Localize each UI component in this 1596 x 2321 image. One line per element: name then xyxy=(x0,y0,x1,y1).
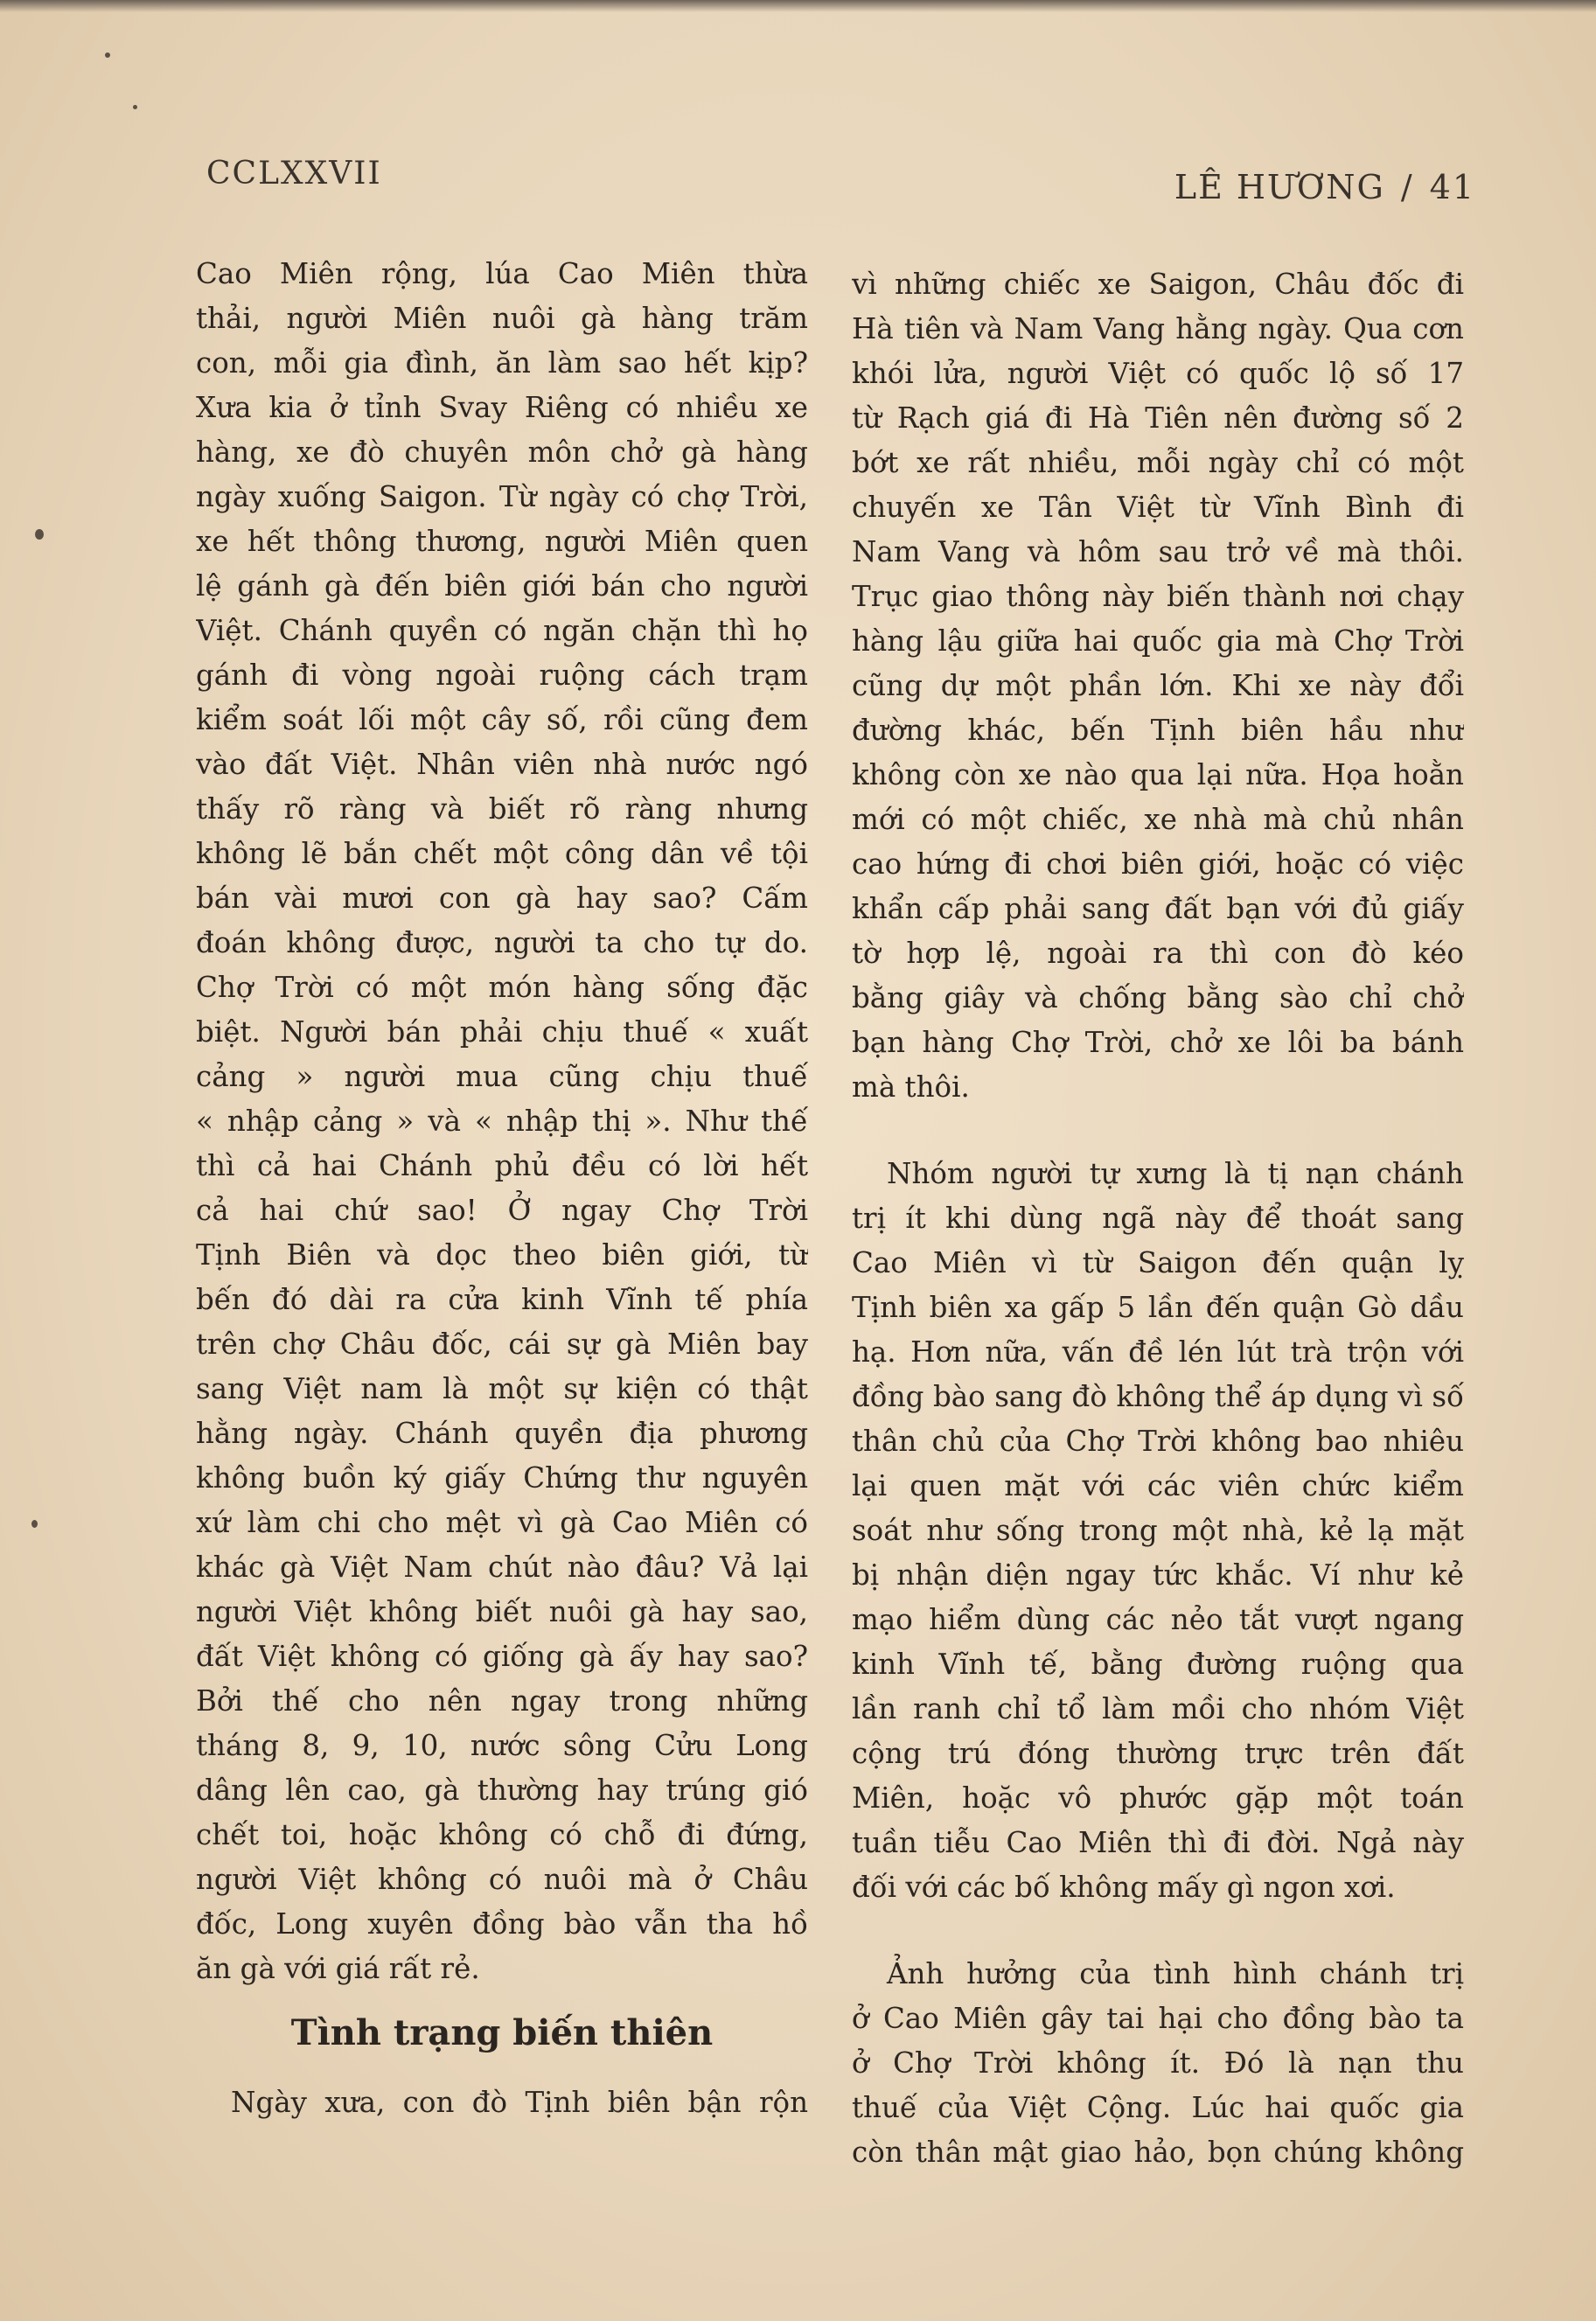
page-top-shadow xyxy=(0,0,1596,12)
text-line: lệ gánh gà đến biên giới bán cho người xyxy=(196,569,808,603)
text-line: thải, người Miên nuôi gà hàng trăm xyxy=(196,302,808,335)
text-line: trị ít khi dùng ngã này để thoát sang xyxy=(852,1202,1464,1235)
text-line: ăn gà với giá rất rẻ. xyxy=(196,1952,480,1985)
text-line: Hà tiên và Nam Vang hằng ngày. Qua cơn xyxy=(852,312,1464,345)
text-line: tháng 8, 9, 10, nước sông Cửu Long xyxy=(196,1729,808,1762)
text-line: hàng, xe đò chuyên môn chở gà hàng xyxy=(196,436,808,469)
text-line: trên chợ Châu đốc, cái sự gà Miên bay xyxy=(196,1328,808,1361)
text-line: chuyến xe Tân Việt từ Vĩnh Bình đi xyxy=(852,491,1464,524)
text-line: bán vài mươi con gà hay sao? Cấm xyxy=(196,882,808,915)
text-line: người Việt không có nuôi mà ở Châu xyxy=(196,1863,808,1896)
running-header xyxy=(1174,168,1475,206)
text-line: vào đất Việt. Nhân viên nhà nước ngó xyxy=(196,748,808,781)
text-line: hằng ngày. Chánh quyền địa phương xyxy=(196,1417,808,1450)
section-heading: Tình trạng biến thiên xyxy=(290,2012,714,2053)
text-line: soát như sống trong một nhà, kẻ lạ mặt xyxy=(852,1514,1464,1547)
text-line: hàng lậu giữa hai quốc gia mà Chợ Trời xyxy=(852,624,1464,658)
text-line: xe hết thông thương, người Miên quen xyxy=(196,525,808,558)
text-line: Việt. Chánh quyền có ngăn chặn thì họ xyxy=(196,614,808,647)
text-line: đường khác, bến Tịnh biên hầu như xyxy=(852,714,1464,747)
text-line: đối với các bố không mấy gì ngon xơi. xyxy=(852,1871,1396,1904)
paper-speck xyxy=(35,529,44,540)
text-line: Cao Miên rộng, lúa Cao Miên thừa xyxy=(196,257,808,290)
text-line: thuế của Việt Cộng. Lúc hai quốc gia xyxy=(852,2091,1464,2124)
right-column xyxy=(852,262,1464,2175)
text-line: không còn xe nào qua lại nữa. Họa hoằn xyxy=(852,758,1464,791)
text-line: « nhập cảng » và « nhập thị ». Như thế xyxy=(196,1105,808,1138)
text-line: mạo hiểm dùng các nẻo tắt vượt ngang xyxy=(852,1603,1464,1636)
text-line: gánh đi vòng ngoài ruộng cách trạm xyxy=(196,659,808,692)
text-line: đốc, Long xuyên đồng bào vẫn tha hồ xyxy=(196,1907,808,1941)
text-line: thấy rõ ràng và biết rõ ràng nhưng xyxy=(196,792,808,826)
text-line: biệt. Người bán phải chịu thuế « xuất xyxy=(196,1015,808,1049)
text-line: dâng lên cao, gà thường hay trúng gió xyxy=(196,1774,808,1807)
left-column xyxy=(196,252,808,2125)
text-line: ngày xuống Saigon. Từ ngày có chợ Trời, xyxy=(196,480,808,513)
text-line: thân chủ của Chợ Trời không bao nhiêu xyxy=(852,1425,1464,1458)
text-line: Miên, hoặc vô phước gặp một toán xyxy=(852,1781,1464,1815)
text-line: thì cả hai Chánh phủ đều có lời hết xyxy=(196,1149,808,1182)
text-line: cộng trú đóng thường trực trên đất xyxy=(852,1737,1464,1770)
text-line: ở Chợ Trời không ít. Đó là nạn thu xyxy=(852,2046,1464,2080)
text-line: bến đó dài ra cửa kinh Vĩnh tế phía xyxy=(196,1283,808,1316)
text-line: bằng giây và chống bằng sào chỉ chở xyxy=(852,981,1464,1014)
text-line: tuần tiễu Cao Miên thì đi đời. Ngả này xyxy=(852,1826,1464,1859)
paper-speck xyxy=(133,105,137,109)
text-line: Bởi thế cho nên ngay trong những xyxy=(196,1684,808,1718)
text-line: Tịnh Biên và dọc theo biên giới, từ xyxy=(196,1238,808,1272)
header-separator: / xyxy=(1400,168,1414,206)
text-line: không lẽ bắn chết một công dân về tội xyxy=(196,837,808,870)
text-line: sang Việt nam là một sự kiện có thật xyxy=(196,1372,808,1405)
text-line: tờ hợp lệ, ngoài ra thì con đò kéo xyxy=(852,937,1464,970)
text-line: khẩn cấp phải sang đất bạn với đủ giấy xyxy=(852,892,1464,925)
page-number: 41 xyxy=(1429,168,1475,206)
text-line: ở Cao Miên gây tai hại cho đồng bào ta xyxy=(852,2002,1464,2035)
text-line: bớt xe rất nhiều, mỗi ngày chỉ có một xyxy=(852,446,1464,479)
text-line: đất Việt không có giống gà ấy hay sao? xyxy=(196,1640,808,1673)
text-line: cao hứng đi chơi biên giới, hoặc có việc xyxy=(852,847,1464,881)
text-line: mới có một chiếc, xe nhà mà chủ nhân xyxy=(852,803,1464,836)
text-line: kiểm soát lối một cây số, rồi cũng đem xyxy=(196,703,808,736)
text-line: khói lửa, người Việt có quốc lộ số 17 xyxy=(852,357,1464,390)
text-line: từ Rạch giá đi Hà Tiên nên đường số 2 xyxy=(852,401,1464,435)
text-line: cả hai chứ sao! Ở ngay Chợ Trời xyxy=(196,1194,808,1227)
author-name: LÊ HƯƠNG xyxy=(1174,168,1385,206)
volume-number: CCLXXVII xyxy=(206,156,382,192)
text-line: Tịnh biên xa gấp 5 lần đến quận Gò dầu xyxy=(852,1291,1464,1324)
text-line: cảng » người mua cũng chịu thuế xyxy=(196,1060,808,1093)
text-line: Ngày xưa, con đò Tịnh biên bận rộn xyxy=(231,2086,808,2119)
text-line: xứ làm chi cho mệt vì gà Cao Miên có xyxy=(196,1506,808,1539)
text-line: chết toi, hoặc không có chỗ đi đứng, xyxy=(196,1818,808,1851)
text-line: mà thôi. xyxy=(852,1070,970,1104)
text-line: người Việt không biết nuôi gà hay sao, xyxy=(196,1595,808,1628)
text-line: không buồn ký giấy Chứng thư nguyên xyxy=(196,1461,808,1495)
text-line: vì những chiếc xe Saigon, Châu đốc đi xyxy=(852,268,1464,301)
text-line: lần ranh chỉ tổ làm mồi cho nhóm Việt xyxy=(852,1692,1464,1725)
paper-speck xyxy=(105,52,110,58)
paper-speck xyxy=(31,1520,38,1528)
text-line: đồng bào sang đò không thể áp dụng vì số xyxy=(852,1380,1464,1413)
text-line: lại quen mặt với các viên chức kiểm xyxy=(852,1469,1464,1502)
text-line: Nam Vang và hôm sau trở về mà thôi. xyxy=(852,535,1464,568)
text-line: Nhóm người tự xưng là tị nạn chánh xyxy=(887,1157,1464,1190)
text-line: bị nhận diện ngay tức khắc. Ví như kẻ xyxy=(852,1558,1464,1592)
text-line: cũng dự một phần lớn. Khi xe này đổi xyxy=(852,669,1464,702)
paragraph-gap xyxy=(852,1910,1464,1952)
text-line: Cao Miên vì từ Saigon đến quận lỵ xyxy=(852,1246,1464,1279)
text-line: Trục giao thông này biến thành nơi chạy xyxy=(852,580,1464,613)
text-line: khác gà Việt Nam chút nào đâu? Vả lại xyxy=(196,1551,808,1584)
paragraph-gap xyxy=(852,1110,1464,1152)
text-line: còn thân mật giao hảo, bọn chúng không xyxy=(852,2136,1464,2169)
text-line: Chợ Trời có một món hàng sống đặc xyxy=(196,971,808,1004)
text-line: đoán không được, người ta cho tự do. xyxy=(196,926,808,959)
text-line: con, mỗi gia đình, ăn làm sao hết kịp? xyxy=(196,346,808,380)
text-line: hạ. Hơn nữa, vấn đề lén lút trà trộn với xyxy=(852,1335,1464,1369)
text-line: Ảnh hưởng của tình hình chánh trị xyxy=(887,1957,1464,1990)
text-line: bạn hàng Chợ Trời, chở xe lôi ba bánh xyxy=(852,1026,1464,1059)
text-line: kinh Vĩnh tế, bằng đường ruộng qua xyxy=(852,1648,1464,1681)
text-line: Xưa kia ở tỉnh Svay Riêng có nhiều xe xyxy=(196,391,808,424)
